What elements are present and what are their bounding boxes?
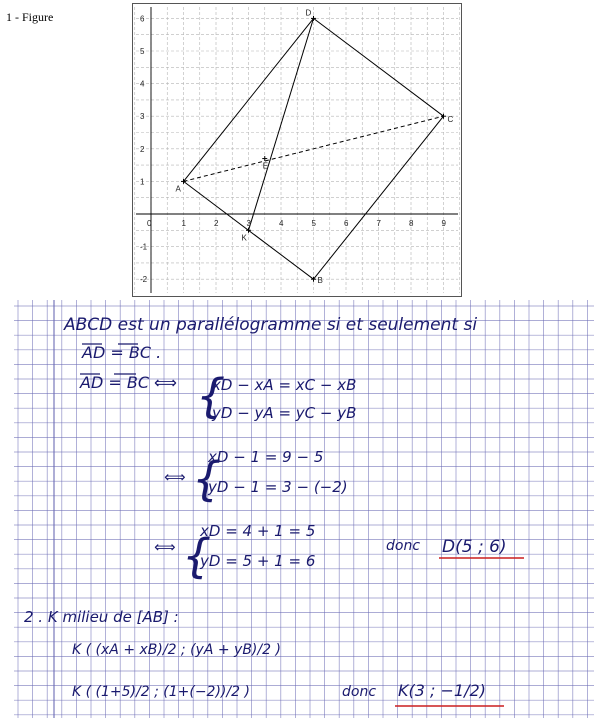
part2-heading: 2 . K milieu de [AB] : [24,608,179,626]
y-tick-label: -1 [140,242,148,252]
x-tick-label: 2 [214,219,219,228]
y-tick-label: 4 [140,79,145,89]
x-tick-label: 4 [279,219,284,228]
x-tick-label: 3 [246,219,251,228]
x-tick-label: 6 [344,219,349,228]
note-line3: AD = BC ⟺ [80,373,178,392]
k-formula: K ( (xA + xB)/2 ; (yA + yB)/2 ) [72,642,281,658]
brace-3: { [182,529,212,583]
point-label-a: A [175,184,181,194]
system3-a: xD = 4 + 1 = 5 [200,522,316,540]
system2-b: yD − 1 = 3 − (−2) [208,478,348,496]
x-tick-label: 1 [181,219,186,228]
brace-1: { [196,369,226,423]
geometry-figure [132,3,462,297]
system2-a: xD − 1 = 9 − 5 [208,448,324,466]
point-label-c: C [447,115,454,125]
x-tick-label: 7 [376,219,381,228]
equiv-symbol-3: ⟺ [154,538,176,556]
point-label-b: B [317,276,323,286]
brace-2: { [192,452,222,506]
note-line2: AD = BC . [82,343,162,362]
donc-word-2: donc [342,684,377,700]
result-k: K(3 ; −1/2) [398,681,486,700]
x-tick-label: 5 [311,219,316,228]
system1-a: xD − xA = xC − xB [212,376,357,394]
system1-b: yD − yA = yC − yB [212,404,357,422]
figure-heading: 1 - Figure [6,10,54,24]
equiv-symbol-2: ⟺ [164,468,186,486]
x-tick-label: 8 [409,219,414,228]
point-label-k: K [241,233,247,243]
system3-b: yD = 5 + 1 = 6 [200,552,316,570]
notebook-page [14,300,594,718]
y-tick-label: -2 [140,275,148,285]
point-label-d: D [305,8,312,18]
note-line1: ABCD est un parallélogramme si et seulement si [64,315,478,335]
y-tick-label: 1 [140,177,145,187]
x-tick-label: 0 [147,219,152,228]
donc-word-1: donc [386,538,421,554]
y-tick-label: 6 [140,14,145,24]
y-tick-label: 2 [140,144,145,154]
k-values: K ( (1+5)/2 ; (1+(−2))/2 ) [72,684,250,700]
result-d: D(5 ; 6) [442,537,507,557]
y-tick-label: 3 [140,112,145,122]
y-tick-label: 5 [140,47,145,56]
point-label-e: E [262,161,269,171]
x-tick-label: 9 [441,219,446,228]
